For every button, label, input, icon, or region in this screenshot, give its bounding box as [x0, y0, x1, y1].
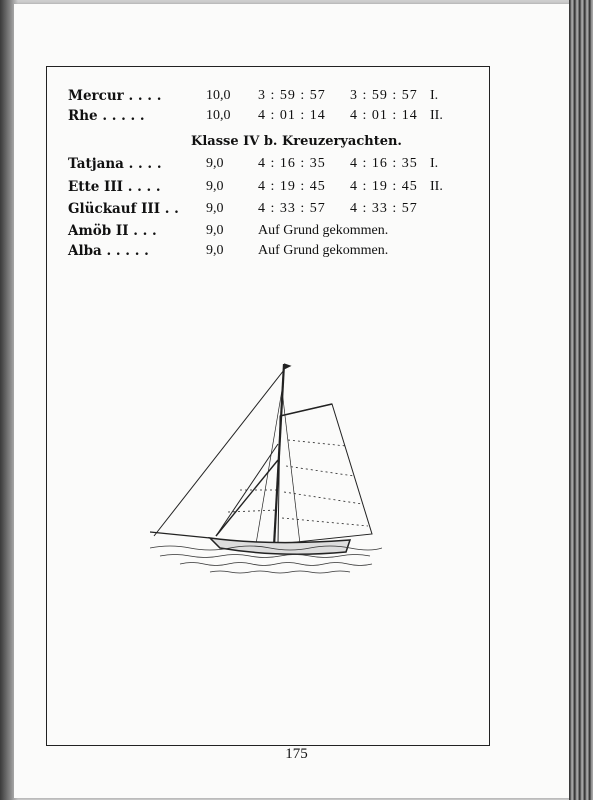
corrected-time: 4 : 16 : 35 — [350, 156, 418, 171]
rating: 9,0 — [206, 243, 224, 258]
page-number: 175 — [285, 746, 308, 762]
corrected-time: 3 : 59 : 57 — [350, 88, 418, 103]
place: I. — [430, 88, 439, 103]
corrected-time: 4 : 33 : 57 — [350, 201, 418, 216]
yacht-name: Tatjana . . . . — [68, 156, 162, 172]
yacht-name: Alba . . . . . — [68, 243, 149, 259]
rating: 10,0 — [206, 108, 231, 123]
corrected-time: 4 : 01 : 14 — [350, 108, 418, 123]
yacht-name: Glückauf III . . — [68, 201, 179, 217]
yacht-name: Amöb II . . . — [68, 223, 157, 239]
yacht-name: Rhe . . . . . — [68, 108, 145, 124]
sailed-time: 3 : 59 : 57 — [258, 88, 326, 103]
yacht-name: Mercur . . . . — [68, 88, 162, 104]
rating: 9,0 — [206, 223, 224, 238]
class-heading: Klasse IV b. Kreuzeryachten. — [191, 134, 402, 149]
corrected-time: 4 : 19 : 45 — [350, 179, 418, 194]
rating: 9,0 — [206, 201, 224, 216]
status-text: Auf Grund gekommen. — [258, 223, 389, 238]
sailed-time: 4 : 33 : 57 — [258, 201, 326, 216]
sailboat-illustration — [150, 360, 382, 580]
place: I. — [430, 156, 439, 171]
sailed-time: 4 : 01 : 14 — [258, 108, 326, 123]
yacht-name: Ette III . . . . — [68, 179, 161, 195]
sailed-time: 4 : 19 : 45 — [258, 179, 326, 194]
book-page-edges — [569, 0, 593, 800]
rating: 9,0 — [206, 156, 224, 171]
rating: 9,0 — [206, 179, 224, 194]
place: II. — [430, 108, 443, 123]
place: II. — [430, 179, 443, 194]
status-text: Auf Grund gekommen. — [258, 243, 389, 258]
sailed-time: 4 : 16 : 35 — [258, 156, 326, 171]
rating: 10,0 — [206, 88, 231, 103]
